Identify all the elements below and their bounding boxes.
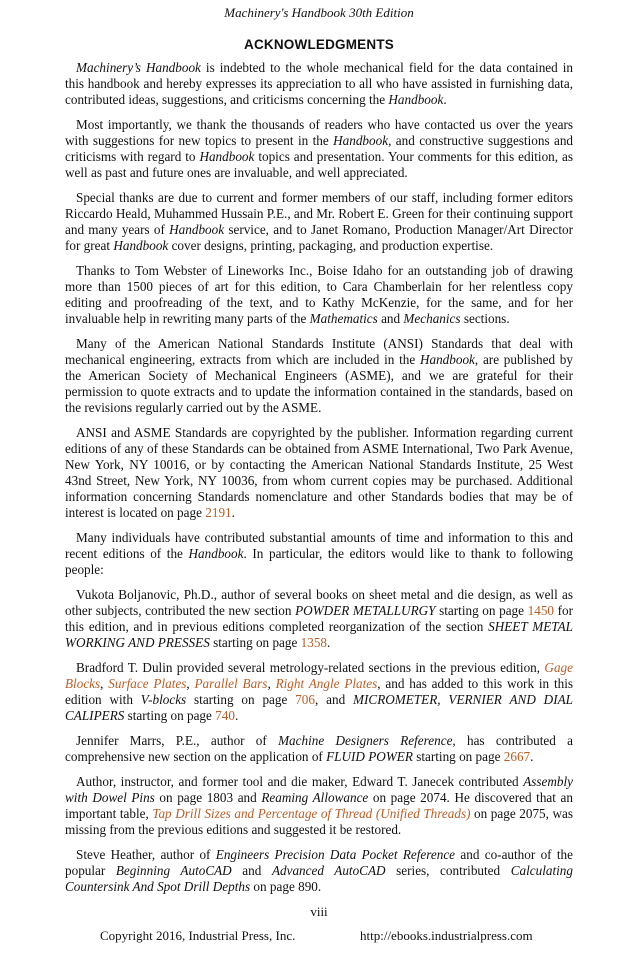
paragraph-boljanovic: [65, 587, 573, 651]
paragraph-heather: [65, 847, 573, 895]
text-span: .: [234, 708, 239, 723]
text-span: and: [231, 863, 272, 878]
text-span: Author, instructor, and former tool and die maker, Edward T. Janecek contributed: [76, 774, 524, 789]
text-span: for this edition, and in previous editions completed reorganization of the section: [65, 603, 573, 634]
text-span: Handbook: [199, 149, 255, 164]
text-span: .: [530, 749, 534, 764]
paragraph-dulin: [65, 660, 573, 724]
text-span: , has contributed a comprehensive new section on the application of: [65, 733, 573, 764]
text-span: Machinery’s Handbook: [76, 60, 201, 75]
text-span: Assembly with Dowel Pins: [65, 774, 573, 805]
page-link-2667[interactable]: 2667: [503, 749, 531, 764]
paragraph-art: [65, 263, 573, 327]
text-span: Handbook: [388, 92, 444, 107]
text-span: Special thanks are due to current and former members of our staff, including former editors Riccardo Heald, Muhammed Hussain P.E., and Mr. Robert E. Green for their continuing support and many years of: [65, 190, 573, 237]
text-span: sections.: [460, 311, 510, 326]
text-span: starting on page: [209, 635, 301, 650]
paragraph-readers: [65, 117, 573, 181]
paragraph-intro: [65, 60, 573, 108]
link-surface-plates[interactable]: Surface Plates: [108, 676, 187, 691]
footer-url[interactable]: http://ebooks.industrialpress.com: [360, 928, 533, 943]
text-span: . In particular, the editors would like to thank to following people:: [65, 546, 573, 577]
footer-copyright: Copyright 2016, Industrial Press, Inc.: [100, 928, 296, 943]
text-span: POWDER METALLURGY: [295, 603, 436, 618]
text-span: Handbook: [113, 238, 169, 253]
text-span: on page 2074. He discovered that an important table,: [65, 790, 574, 821]
text-span: starting on page: [435, 603, 528, 618]
paragraph-ansi: [65, 336, 573, 416]
text-span: , and has added to this work in this edition with: [65, 676, 574, 707]
text-span: ,: [267, 676, 276, 691]
text-span: on page 1803 and: [154, 790, 262, 805]
text-span: Beginning AutoCAD: [115, 863, 232, 878]
page-content: [65, 0, 573, 920]
text-span: Handbook: [188, 546, 244, 561]
text-span: Mechanics: [403, 311, 461, 326]
text-span: SHEET METAL WORKING AND PRESSES: [65, 619, 573, 650]
text-span: starting on page: [124, 708, 216, 723]
text-span: Handbook: [169, 222, 225, 237]
text-span: service, and to Janet Romano, Production Manager/Art Director for great: [65, 222, 573, 253]
section-title: ACKNOWLEDGMENTS: [244, 37, 394, 52]
text-span: cover designs, printing, packaging, and production expertise.: [168, 238, 494, 253]
text-span: Many individuals have contributed substantial amounts of time and information to this and recent editions of the: [65, 530, 573, 561]
text-span: Handbook: [419, 352, 475, 367]
text-span: .: [231, 505, 235, 520]
paragraph-individuals: [65, 530, 573, 578]
text-span: Mathematics: [309, 311, 378, 326]
paragraph-staff: [65, 190, 573, 254]
text-span: , are published by the American Society of Mechanical Engineers (ASME), and we are grateful for their permission to quote extracts and to update the information contained in the standards, based on the revisions regularly carried out by the ASME.: [65, 352, 573, 415]
page-link-1358[interactable]: 1358: [300, 635, 328, 650]
text-span: starting on page: [186, 692, 296, 707]
text-span: Calculating Countersink And Spot Drill Depths: [65, 863, 573, 894]
page-number: viii: [310, 904, 328, 919]
page-link-706[interactable]: 706: [295, 692, 315, 707]
text-span: , and: [314, 692, 354, 707]
running-head: Machinery's Handbook 30th Edition: [224, 5, 414, 20]
text-span: Handbook: [333, 133, 389, 148]
text-span: Thanks to Tom Webster of Lineworks Inc., Boise Idaho for an outstanding job of drawing more than 1500 pieces of art for this edition, to Cara Chamberlain for her relentless copy editing and proofreading of the text, and to Kathy McKenzie, for the same, and for her invaluable help in rewriting many parts of the: [65, 263, 573, 326]
link-parallel-bars[interactable]: Parallel Bars: [194, 676, 268, 691]
text-span: topics and presentation. Your comments for this edition, as well as past and future ones are invaluable, and well appreciated.: [65, 149, 574, 180]
page-link-740[interactable]: 740: [215, 708, 235, 723]
page-link-1450[interactable]: 1450: [527, 603, 554, 618]
text-span: , and constructive suggestions and criticisms with regard to: [65, 133, 574, 164]
text-span: V-blocks: [140, 692, 187, 707]
text-span: Engineers Precision Data Pocket Reference: [215, 847, 456, 862]
text-span: Machine Designers Reference: [278, 733, 453, 748]
text-span: Reaming Allowance: [261, 790, 369, 805]
paragraph-janecek: [65, 774, 573, 838]
text-span: Many of the American National Standards Institute (ANSI) Standards that deal with mechanical engineering, extracts from which are included in the: [65, 336, 573, 367]
text-span: Jennifer Marrs, P.E., author of: [76, 733, 279, 748]
text-span: Advanced AutoCAD: [271, 863, 386, 878]
text-span: ,: [100, 676, 109, 691]
text-span: is indebted to the whole mechanical field for the data contained in this handbook and hereby expresses its appreciation to all who have assisted in furnishing data, contributed ideas, suggestions, and criticisms concerning the: [65, 60, 574, 107]
text-span: ANSI and ASME Standards are copyrighted by the publisher. Information regarding current editions of any of these Standards can be obtained from ASME International, Two Park Avenue, New York, NY 10016, or by contacting the American National Standards Institute, 25 West 43nd Street, New York, NY 10036, from whom current copies may be purchased. Additional information concerning Standards nomenclature and other Standards bodies that may be of interest is located on page: [65, 425, 573, 520]
text-span: starting on page: [412, 749, 504, 764]
link-gage-blocks[interactable]: Gage Blocks: [65, 660, 573, 691]
text-span: series, contributed: [385, 863, 511, 878]
text-span: Bradford T. Dulin provided several metrology-related sections in the previous edition,: [76, 660, 545, 675]
text-span: MICROMETER, VERNIER AND DIAL CALIPERS: [65, 692, 573, 723]
text-span: on page 2075, was missing from the previous editions and suggested it be restored.: [65, 806, 574, 837]
text-span: ,: [186, 676, 195, 691]
text-span: Most importantly, we thank the thousands of readers who have contacted us over the years with suggestions for new topics to present in the: [65, 117, 573, 148]
link-tap-drill-sizes[interactable]: Tap Drill Sizes and Percentage of Thread (Unified Threads): [152, 806, 471, 821]
text-span: FLUID POWER: [326, 749, 413, 764]
text-span: Steve Heather, author of: [76, 847, 216, 862]
text-span: Vukota Boljanovic, Ph.D., author of several books on sheet metal and die design, as well as other subjects, contributed the new section: [65, 587, 573, 618]
text-span: and co-author of the popular: [65, 847, 573, 878]
link-right-angle-plates[interactable]: Right Angle Plates: [275, 676, 378, 691]
text-span: on page 890.: [250, 879, 322, 894]
text-span: .: [327, 635, 331, 650]
text-span: .: [443, 92, 447, 107]
paragraph-marrs: [65, 733, 573, 765]
page-link-2191[interactable]: 2191: [205, 505, 232, 520]
text-span: and: [377, 311, 404, 326]
paragraph-standards: [65, 425, 573, 521]
